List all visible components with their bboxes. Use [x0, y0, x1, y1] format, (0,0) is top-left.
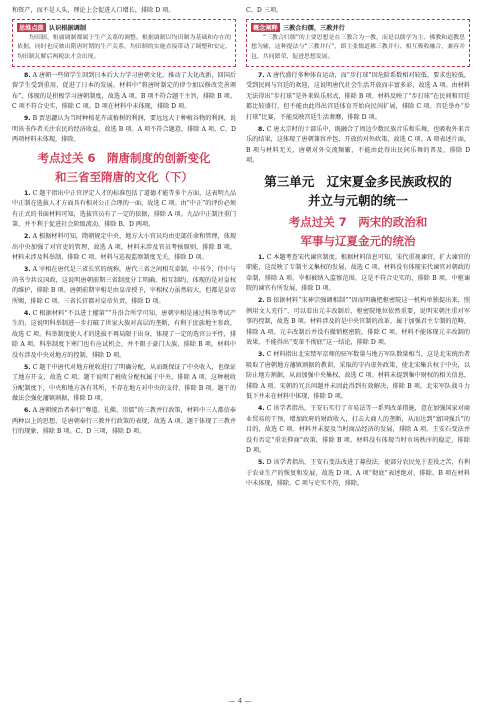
- question-number: 3.: [258, 351, 265, 359]
- answer-text: A 唐代盛行多种体育运动，而“步打球”因危险系数相对较低，要求也较低，受到民间与宫廷的欢迎，这说明唐代社会生活开放而丰富多彩，故选 A 项。由材料无法得出“步打球”是外来娱乐形式，排除 B 项。材料反映了“步打球”在民间和宫廷都比较盛行，但不能由此得出宫廷体育开始向民间扩展，排除 C 项。宫廷举办“步打球”比赛，不能反映宫廷生活奢靡，排除 D 项。: [246, 71, 470, 121]
- answer-paragraph: [12, 309, 236, 362]
- answer-text: C 材料指出北宋禁军京师的驻军数量与地方军队数量相当，这是北宋统治者吸取了唐朝地方藩镇割据的教训，采取的守内虚外政策，使北宋集兵权于中央，以防止地方割据，从而加强中央集权，故选 C 项。材料未提到集中财权的相关信息，排除 A 项。宋朝的冗兵问题并未因此得到有效解决，排除 B 项。北宋军队战斗力低下并未在材料中体现，排除 D 项。: [246, 351, 471, 401]
- unit-title: [246, 172, 470, 210]
- answer-text: A 唐朝统治者奉行“尊道、礼佛、崇儒”的三教并行政策，材料中三人都信奉两种以上的思想，是唐朝奉行三教并行政策的表现，故选 A 项。题干体现了三教并行的现象，排除 B 项。C、D 三项，排除 D 项。: [12, 407, 236, 436]
- answer-paragraph: [12, 114, 236, 146]
- right-column: [246, 6, 470, 491]
- page-number: — 4 —: [228, 697, 252, 705]
- concept-text: “三教合归儒”的主要思想是在三教合为一教，而是以儒学为主、佛教和道教思想为辅，这种提法与“三教并行”，即主张儒道佛三教并行、相互吸收融合，兼容并包，共同繁荣，促进思想发展。: [251, 34, 465, 61]
- answer-text: B 贾思勰认为当时种植花卉或植树的利润，要远远大于种植谷物的利润，说明该书作者关注农民的经济收益，故选 B 项。A 项不符合题意，排除 A 项。C、D 两项材料未体现，排除。: [12, 115, 237, 144]
- two-column-layout: [12, 6, 470, 491]
- concept-box: [246, 19, 470, 67]
- thinking-tip-text: 均田制、租庸调制都属于生产关系的调整。根据调制以均田制为基础和存在的依据，同时也反映出隋唐时期的生产关系，均田制的实施直接带动了调整和安定、均田制瓦解后两税法才会出现。: [17, 34, 231, 61]
- unit-title-line: 并立与元朝的统一: [307, 192, 408, 208]
- left-column: [12, 6, 236, 491]
- section-title-line: 军事与辽夏金元的统治: [300, 233, 416, 248]
- question-number: 4.: [24, 309, 31, 317]
- answer-text: A 根据材料可知，隋朝规定中央、地方大小官员均由吏部任命和管理，体现出中央加强了对官吏的管理，故选 A 项。材料未涉及官员考核原则，排除 B 项。材料未涉及科举制，排除 C 项。材料与巡视监察制度无关，排除 D 项。: [12, 233, 236, 262]
- answer-paragraph: [12, 265, 236, 307]
- section-title-line: 考点过关 6 隋唐制度的创新变化: [37, 150, 211, 165]
- answer-paragraph: [246, 350, 470, 403]
- answer-text: C 唐太宗时的十部乐中，既融合了周边少数民族音乐和乐舞，也吸收外来音乐的结果，这体现了唐朝兼容并包、开放的对外政策，故选 C 项。A 项表述片面，B 项与材料无关，唐朝对外交流频繁，不能由此得出民间乐舞的普及，排除 D 项。: [246, 125, 471, 165]
- answer-paragraph: [246, 458, 470, 490]
- answer-paragraph: [12, 363, 236, 405]
- answer-paragraph: [246, 253, 470, 295]
- answer-paragraph: [12, 189, 236, 231]
- section-title-line: 考点过关 7 两宋的政治和: [288, 214, 428, 229]
- left-top-text: 和资产，而不是人头，理论上会促进人口增长，排除 D 项。: [12, 7, 175, 14]
- question-number: 9.: [24, 115, 31, 123]
- answer-text: C 题干指出中正官评定人才的标准包括了道德才能等多个方面，这表明九品中正制在选拔人才方面具有相对公正合理的一面，故选 C 项。由“中正”的评价必须有正式的书面材料可知，选拔官员有了一定的依据，排除 A 项。九品中正制注重门第，并不利于促进社会阶级流动，排除 B、D 两项。: [12, 189, 237, 229]
- question-number: 5.: [258, 459, 265, 467]
- question-number: 7.: [258, 71, 265, 79]
- thinking-tip-heading: 认识根据调制: [48, 24, 87, 32]
- section-title-7: [246, 213, 470, 251]
- answer-paragraph: [246, 404, 470, 457]
- answer-paragraph: [246, 71, 470, 124]
- question-number: 3.: [24, 266, 31, 274]
- right-top-text: C、D 三项。: [246, 7, 283, 14]
- question-number: 1.: [258, 253, 265, 261]
- concept-heading: 三教合归儒，三教并行: [282, 24, 345, 32]
- answer-text: A 唐朝一些留学生回到日本后大力学习唐朝文化，推动了大化改新，回国后留学生受到重用，促进了日本的发展。材料中“将唐时制定的律令加以修改完善颁布”，体现的是积极学习唐朝制度，故选 A 项。B 项不符合题干主旨，排除 B 项。C 项不符合史实，排除 C 项。D 项在材料中未体现，排除 D 项。: [12, 71, 236, 111]
- question-number: 2.: [24, 233, 31, 241]
- answer-text: A 宰相在唐代是三省长官的统称，唐代三省之间相互牵制，中书令、侍中与尚书令共议国政，这说明唐朝前期三省制度分工明确、相互制约，体现的是对皇权的维护，排除 B 项。唐朝前期宰相是由皇帝授予，宰相权力虽然较大，但都是皇帝所赐，排除 C 项。三省长官都对皇帝负责，排除 D 项。: [12, 266, 236, 305]
- concept-title: [251, 23, 465, 32]
- answer-paragraph: [12, 406, 236, 438]
- thinking-tip-box: [12, 19, 236, 67]
- answer-text: C 本题考查宋代谏官制度。根据材料信息可知，宋代重视谏官，扩大谏官的职能，这反映了专制主义集权的发展，故选 C 项。材料没有体现宋代谏官对朝政的牵制，排除 A 项。宰相被纳入监察范围，这是不符合史实的，排除 B 项。中枢谏院的谏官有所发展，排除 D 项。: [246, 253, 471, 293]
- question-number: 8.: [258, 125, 265, 133]
- question-number: 6.: [24, 407, 31, 415]
- answer-text: B 依据材料“宋神宗强调相制”“因而明确把枢密院这一机构单独提出来，照例用文人充任”，可以看出元丰改制后，枢密院地位依然重要，说明宋朝注重对军事的控制，故选 B 项。材料涉及的是中央官制的改革，属于加强君主专制的范畴，排除 A 项。元丰改制后并没有撤销枢密院，排除 C 项。材料不能体现元丰改制的效果，不能得出“变革不彻底”这一结论，排除 D 项。: [246, 297, 471, 347]
- answer-paragraph: [246, 296, 470, 349]
- thinking-tip-tag: 思维点拨: [19, 24, 44, 32]
- section-title-6: [12, 149, 236, 187]
- question-number: 1.: [24, 189, 31, 197]
- question-number: 5.: [24, 363, 31, 371]
- section-title-line: 和三省至隋唐的文化（下）: [55, 169, 193, 184]
- answer-paragraph: [12, 71, 236, 113]
- answer-text: C 题干中唐代对地方税收进行了明确分配，从而既保证了中央收入，也保证了地方开支，故选 C 项。题干说明了税收分配权属于中央，排除 A 项。这种税收分配制度下，中央和地方各有其所，不存在地方对中央的支持，排除 B 项。题干的做法会强化藩镇割据，排除 D 项。: [12, 363, 237, 403]
- question-number: 8.: [24, 71, 31, 79]
- unit-title-line: 第三单元 辽宋夏金多民族政权的: [264, 173, 452, 189]
- answer-paragraph: [246, 125, 470, 167]
- question-number: 2.: [258, 297, 265, 305]
- answer-text: C 该学者指出，王安石实行了市易法等一系列改革措施，意在加强国家对商业贸易的干预，增加政府的财政收入，打击大商人的垄断，从而达到“富国强兵”的目的，故选 C 项。材料并未提及当时商品经济的发展，排除 A 项。王安石变法并没有否定“重农抑商”政策，排除 B 项。材料没有体现当时市场秩序的稳定，排除 D 项。: [246, 405, 471, 455]
- thinking-tip-title: [17, 23, 231, 32]
- concept-tag: 概念阐释: [253, 24, 278, 32]
- question-number: 4.: [258, 405, 265, 413]
- answer-text: C 根据材料“不以进士擢第”“升沿合所学可知，唐朝宰相是通过科举考试产生的，这说明科举制进一步打破了世家大族对高层的垄断，有利于庶族地主参政，故选 C 项。科举制度使人才的选拔不再局限于出身，体现了一定的选官公平性，排除 A 项。科举制度下寒门也有应试机会，并不限于豪门大族，排除 B 项。材料中没有涉及中央对地方的控制，排除 D 项。: [12, 309, 237, 359]
- answer-text: D 该学者指出，王安石变法改进了募役法，使部分农民免于差役之苦，有利于农业生产的恢复和发展，故选 D 项。A 项“彻底”表述绝对，排除。B 项在材料中未体现，排除。C 项与史实不符，排除。: [246, 459, 471, 488]
- page-number-value: 4: [237, 697, 243, 705]
- answer-paragraph: [12, 232, 236, 264]
